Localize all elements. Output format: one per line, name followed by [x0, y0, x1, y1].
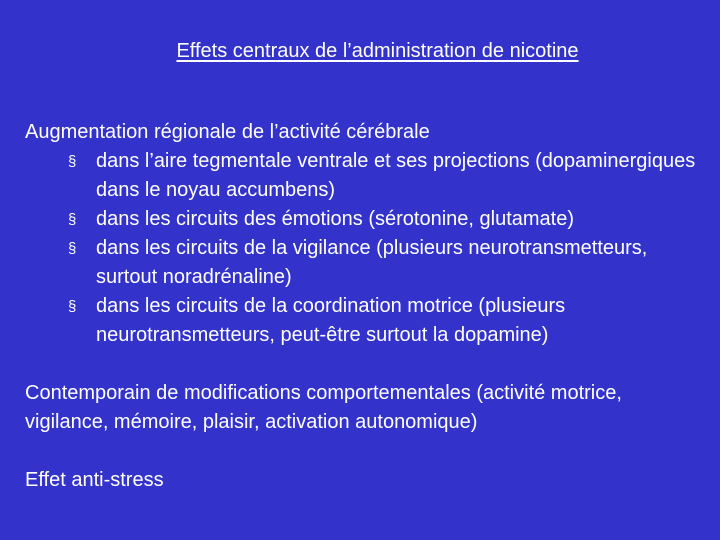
slide-title: Effets centraux de l’administration de nicotine: [176, 40, 579, 62]
bullet-text: dans l’aire tegmentale ventrale et ses projections (dopaminergiques dans le noyau accumbens): [96, 150, 696, 201]
slide-content: [25, 118, 705, 495]
bullet-text: dans les circuits de la coordination motrice (plusieurs neurotransmetteurs, peut-être surtout la dopamine): [96, 295, 566, 346]
spacer: [25, 437, 705, 466]
bullet-list: [25, 147, 705, 350]
spacer: [25, 350, 705, 379]
section-heading-activity: Augmentation régionale de l’activité cérébrale: [25, 121, 430, 143]
bullet-marker-icon: §: [68, 153, 77, 170]
bullet-item: [25, 205, 705, 234]
bullet-item: [25, 292, 705, 350]
section-anti-stress: Effet anti-stress: [25, 469, 164, 491]
section-behavioral-effects: Contemporain de modifications comportementales (activité motrice, vigilance, mémoire, plaisir, activation autonomique): [25, 382, 622, 433]
bullet-marker-icon: §: [68, 211, 77, 228]
bullet-item: [25, 234, 705, 292]
bullet-text: dans les circuits des émotions (sérotonine, glutamate): [96, 208, 575, 230]
bullet-text: dans les circuits de la vigilance (plusieurs neurotransmetteurs, surtout noradrénaline): [96, 237, 648, 288]
bullet-marker-icon: §: [68, 298, 77, 315]
bullet-item: [25, 147, 705, 205]
bullet-marker-icon: §: [68, 240, 77, 257]
